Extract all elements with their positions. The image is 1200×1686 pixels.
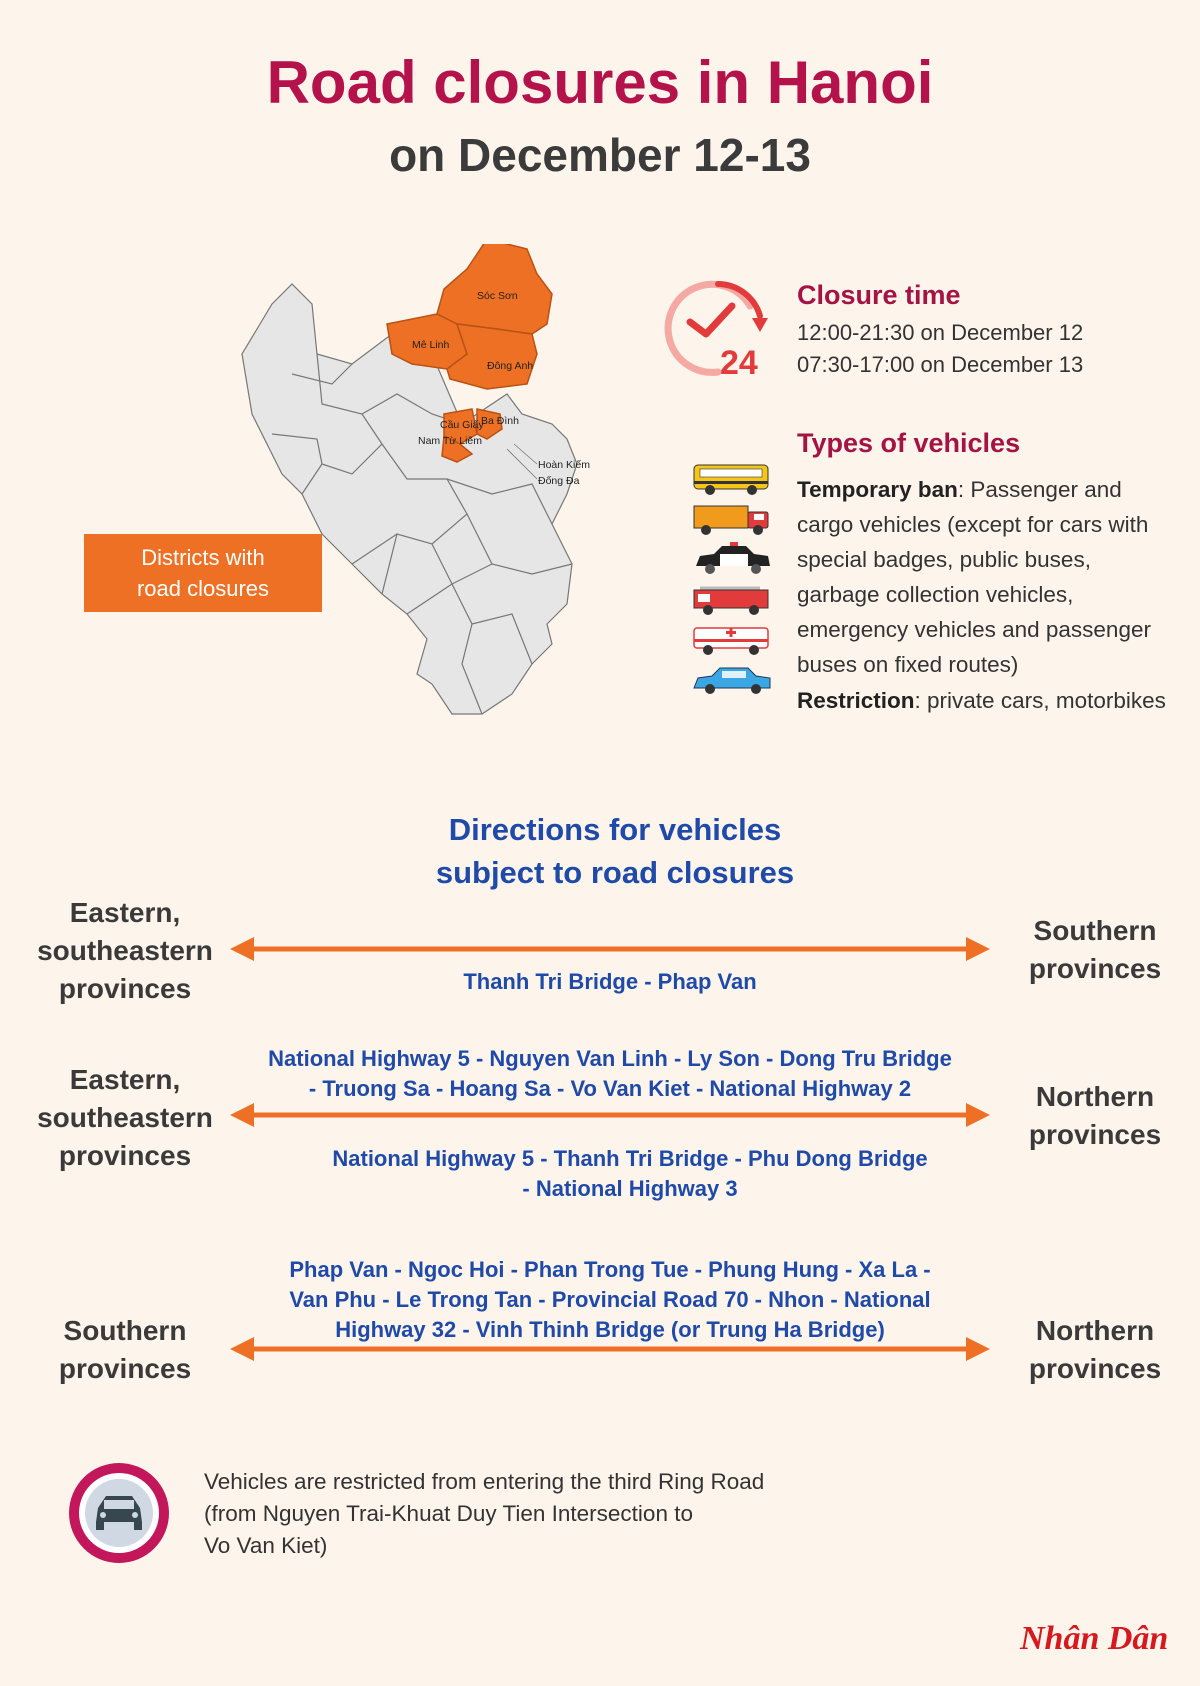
row2-route-above-line: National Highway 5 - Nguyen Van Linh - Ly Son - Dong Tru Bridge (268, 1046, 952, 1071)
directions-title (0, 808, 1200, 894)
restriction-text (797, 683, 1177, 718)
row3-origin (20, 1312, 230, 1388)
map-label-dong-da: Đống Đa (538, 475, 580, 487)
row1-route: Thanh Tri Bridge - Phap Van (463, 969, 757, 994)
row1-origin-line: southeastern (37, 935, 213, 966)
private-car-icon (690, 662, 774, 696)
row3-route-line: Phap Van - Ngoc Hoi - Phan Trong Tue - Phung Hung - Xa La - (289, 1257, 931, 1282)
vehicle-types-text (797, 472, 1177, 718)
row3-origin-line: provinces (58, 1353, 192, 1384)
row2-destination-line: Northern (1035, 1081, 1155, 1112)
hanoi-district-map (232, 244, 632, 724)
row2-destination (1000, 1078, 1190, 1154)
page-title: Road closures in Hanoi (266, 49, 934, 116)
fire-truck-icon (690, 582, 774, 616)
map-label-cau-giay: Cầu Giấy (440, 419, 484, 431)
row2-origin-line: provinces (58, 1140, 192, 1171)
row3-destination-line: Northern (1035, 1315, 1155, 1346)
row2-route-above (230, 1044, 990, 1104)
restriction-label: Restriction (797, 688, 915, 713)
ambulance-icon (690, 622, 774, 656)
legend-line-2: road closures (136, 576, 270, 601)
temporary-ban-desc: : Passenger and cargo vehicles (except for cars with special badges, public buses, garbage collection vehicles, emergency vehicles and passenger buses on fixed routes) (797, 477, 1151, 677)
row1-destination-line: provinces (1028, 953, 1162, 984)
notice-line: Vo Van Kiet) (204, 1533, 328, 1558)
no-car-entry-icon (66, 1460, 172, 1566)
nhan-dan-logo: Nhân Dân (1020, 1620, 1169, 1657)
row3-double-arrow (230, 1336, 990, 1362)
bus-icon (690, 462, 774, 496)
row2-route-below (250, 1144, 1010, 1204)
row2-origin-line: Eastern, (69, 1064, 181, 1095)
map-label-dong-anh: Đông Anh (487, 360, 534, 372)
notice-line: Vehicles are restricted from entering the third Ring Road (204, 1469, 765, 1494)
row1-destination-line: Southern (1033, 915, 1157, 946)
row2-route-above-line: - Truong Sa - Hoang Sa - Vo Van Kiet - National Highway 2 (308, 1076, 912, 1101)
map-label-ba-dinh: Ba Đình (481, 415, 519, 427)
row1-origin (20, 894, 230, 1008)
truck-icon (690, 502, 774, 536)
map-label-hoan-kiem: Hoàn Kiếm (538, 459, 590, 471)
row2-route-below-line: National Highway 5 - Thanh Tri Bridge - Phu Dong Bridge (332, 1146, 928, 1171)
closure-time-heading: Closure time (797, 280, 961, 310)
row3-route-line: Van Phu - Le Trong Tan - Provincial Road 70 - Nhon - National (289, 1287, 931, 1312)
row2-route-below-line: - National Highway 3 (522, 1176, 738, 1201)
vehicle-icon-column (690, 462, 780, 702)
map-label-me-linh: Mê Linh (412, 339, 450, 351)
row1-destination (1000, 912, 1190, 988)
clock-label: 24 (720, 344, 758, 382)
row3-route-line: Highway 32 - Vinh Thinh Bridge (or Trung Ha Bridge) (335, 1317, 885, 1342)
temporary-ban-label: Temporary ban (797, 477, 958, 502)
row2-origin-line: southeastern (37, 1102, 213, 1133)
row3-origin-line: Southern (63, 1315, 187, 1346)
row3-destination-line: provinces (1028, 1353, 1162, 1384)
map-legend (84, 534, 322, 612)
legend-line-1: Districts with (141, 545, 265, 570)
directions-title-line-1: Directions for vehicles (448, 812, 782, 847)
ring-road-notice (204, 1466, 904, 1562)
page-subtitle: on December 12-13 (389, 129, 811, 181)
row2-destination-line: provinces (1028, 1119, 1162, 1150)
restriction-desc: : private cars, motorbikes (914, 688, 1166, 713)
district-soc-son (437, 244, 552, 334)
row2-double-arrow (230, 1102, 990, 1128)
row2-origin (20, 1061, 230, 1175)
directions-title-line-2: subject to road closures (435, 855, 795, 890)
temporary-ban-text (797, 472, 1177, 682)
closure-time-line-1: 12:00-21:30 on December 12 (797, 320, 1084, 345)
row1-double-arrow (230, 936, 990, 962)
police-car-icon (690, 542, 774, 576)
map-label-soc-son: Sóc Sơn (477, 290, 518, 302)
vehicle-types-heading: Types of vehicles (797, 428, 1021, 458)
notice-line: (from Nguyen Trai-Khuat Duy Tien Intersection to (204, 1501, 693, 1526)
row3-route (230, 1255, 990, 1345)
row1-origin-line: provinces (58, 973, 192, 1004)
closure-time-line-2: 07:30-17:00 on December 13 (797, 352, 1084, 377)
row1-origin-line: Eastern, (69, 897, 181, 928)
row3-destination (1000, 1312, 1190, 1388)
map-label-nam-tu-liem: Nam Từ Liêm (418, 435, 483, 447)
clock-24-icon (658, 276, 776, 384)
